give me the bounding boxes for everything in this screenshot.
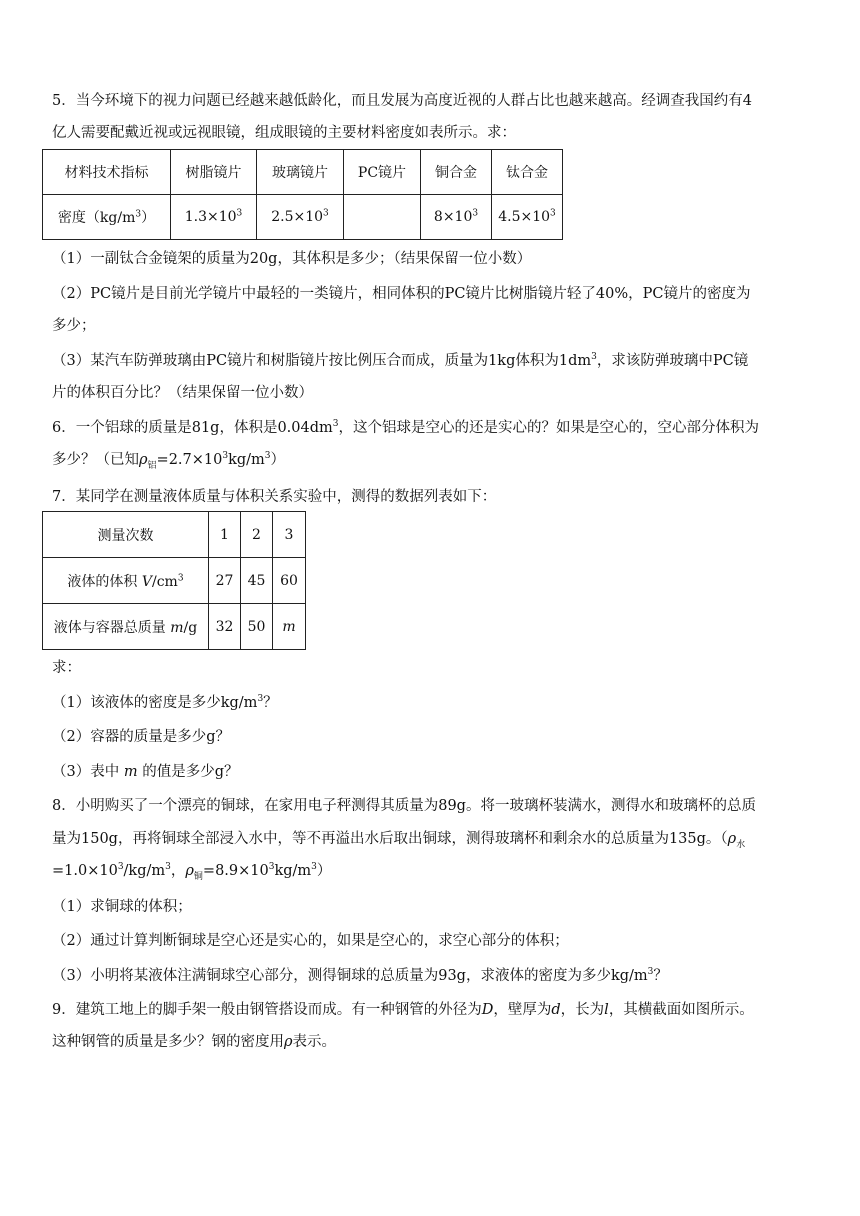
table-cell: $8\times 10^3$	[421, 195, 492, 240]
q8-sub1: （1）求铜球的体积；	[52, 899, 192, 915]
q5-line1: 5．当今环境下的视力问题已经越来越低龄化，而且发展为高度近视的人群占比也越来越高。经调查我国约有4	[52, 93, 752, 109]
table-cell: 32	[209, 604, 241, 650]
q8-sub3: （3）小明将某液体注满铜球空心部分，测得铜球的总质量为93g，求液体的密度为多少$kg/m^3$？	[52, 967, 668, 984]
table-header: 1	[209, 512, 241, 558]
table-cell-empty	[344, 195, 421, 240]
table-row-label: 液体的体积 $V/cm^3$	[43, 558, 209, 604]
table-cell: 60	[273, 558, 306, 604]
table-header: 2	[241, 512, 273, 558]
q6-line2: 多少？（已知$\rho_铝=2.7\times 10^3kg/m^3$）	[52, 451, 286, 471]
table-cell: $4.5\times 10^3$	[492, 195, 563, 240]
table-header: 铜合金	[421, 150, 492, 195]
q5-density-table	[42, 149, 563, 240]
q5-sub2-line2: 多少；	[52, 318, 96, 334]
q8-line3: $=1.0\times 10^3/kg/m^3$，$\rho_铜=8.9\times 10^3kg/m^3$）	[52, 862, 332, 882]
q7-sub1: （1）该液体的密度是多少$kg/m^3$？	[52, 694, 278, 711]
q5-sub1: （1）一副钛合金镜架的质量为20g，其体积是多少；（结果保留一位小数）	[52, 251, 532, 267]
q9-line1: 9．建筑工地上的脚手架一般由钢管搭设而成。有一种钢管的外径为D，壁厚为d，长为l，其横截面如图所示。	[52, 1002, 754, 1018]
table-cell: 27	[209, 558, 241, 604]
q7-sub3: （3）表中 m 的值是多少g？	[52, 764, 239, 780]
table-header: 材料技术指标	[43, 150, 171, 195]
table-cell: $1.3\times 10^3$	[171, 195, 257, 240]
table-header: 3	[273, 512, 306, 558]
table-header: 钛合金	[492, 150, 563, 195]
table-cell: 45	[241, 558, 273, 604]
q7-sub2: （2）容器的质量是多少g？	[52, 729, 231, 745]
table-cell: 50	[241, 604, 273, 650]
q5-sub3-line2: 片的体积百分比？（结果保留一位小数）	[52, 385, 313, 401]
table-header: 树脂镜片	[171, 150, 257, 195]
table-header: PC镜片	[344, 150, 421, 195]
q5-sub2-line1: （2）PC镜片是目前光学镜片中最轻的一类镜片，相同体积的PC镜片比树脂镜片轻了40%，PC镜片的密度为	[52, 286, 751, 302]
table-header: 测量次数	[43, 512, 209, 558]
table-header: 玻璃镜片	[257, 150, 344, 195]
q8-line2: 量为150g，再将铜球全部浸入水中，等不再溢出水后取出铜球，测得玻璃杯和剩余水的总质量为135g。（$\rho_水$	[52, 831, 746, 850]
q9-line2: 这种钢管的质量是多少？钢的密度用ρ表示。	[52, 1034, 337, 1050]
q5-sub3-line1: （3）某汽车防弹玻璃由PC镜片和树脂镜片按比例压合而成，质量为1kg体积为$1dm^3$，求该防弹玻璃中PC镜	[52, 352, 749, 369]
table-cell: $2.5\times 10^3$	[257, 195, 344, 240]
table-row-label: 密度$(kg/m^3)$	[43, 195, 171, 240]
q6-line1: 6．一个铝球的质量是81g，体积是$0.04dm^3$，这个铝球是空心的还是实心的？如果是空心的，空心部分体积为	[52, 419, 760, 436]
q7-line1: 7．某同学在测量液体质量与体积关系实验中，测得的数据列表如下：	[52, 489, 497, 505]
q7-ask: 求：	[52, 660, 81, 676]
q7-data-table	[42, 511, 306, 650]
q8-line1: 8．小明购买了一个漂亮的铜球，在家用电子秤测得其质量为89g。将一玻璃杯装满水，测得水和玻璃杯的总质	[52, 798, 756, 814]
table-cell: m	[273, 604, 306, 650]
q5-line2: 亿人需要配戴近视或远视眼镜，组成眼镜的主要材料密度如表所示。求：	[52, 125, 516, 141]
table-row-label: 液体与容器总质量 m/g	[43, 604, 209, 650]
q8-sub2: （2）通过计算判断铜球是空心还是实心的，如果是空心的，求空心部分的体积；	[52, 933, 569, 949]
